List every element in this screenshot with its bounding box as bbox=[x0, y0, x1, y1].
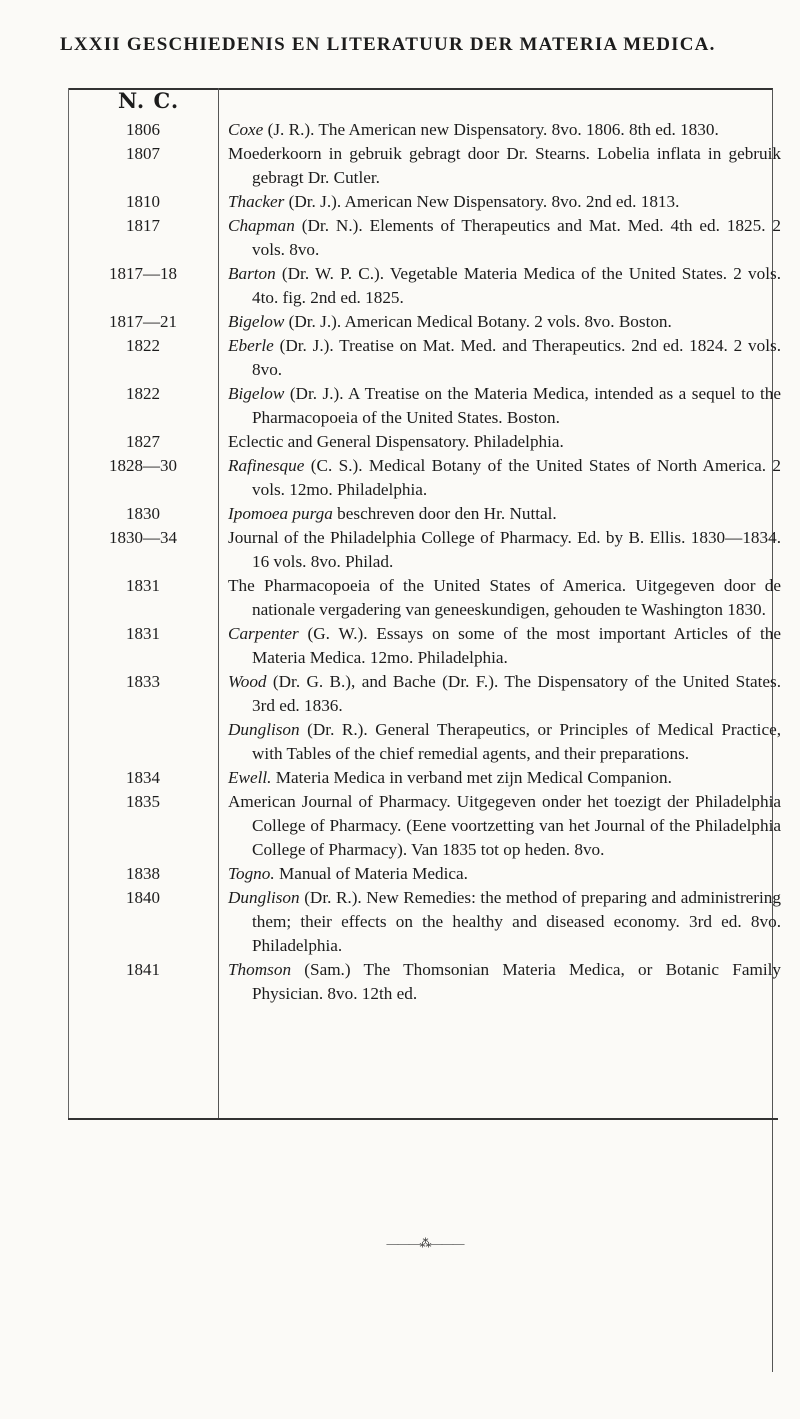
entry-text bbox=[228, 430, 781, 454]
entry-year: 1827 bbox=[126, 432, 160, 451]
entry-initials: (Sam.) bbox=[304, 960, 351, 979]
entry-text bbox=[228, 958, 781, 1006]
entry-author: Togno. bbox=[228, 864, 275, 883]
page-number: LXXII bbox=[60, 34, 121, 55]
entry-year: 1831 bbox=[126, 576, 160, 595]
table-row bbox=[0, 214, 800, 262]
entry-year: 1840 bbox=[126, 888, 160, 907]
table-row bbox=[0, 382, 800, 430]
entry-text bbox=[228, 214, 781, 262]
table-row bbox=[0, 718, 800, 766]
entry-description: The Thomsonian Materia Medica, or Botanic Family Physician. 8vo. 12th ed. bbox=[252, 960, 781, 1003]
entry-year: 1835 bbox=[126, 792, 160, 811]
entry-text bbox=[228, 142, 781, 190]
entry-author: Chapman bbox=[228, 216, 295, 235]
table-row bbox=[0, 334, 800, 382]
entry-year: 1810 bbox=[126, 192, 160, 211]
entry-author: Rafinesque bbox=[228, 456, 305, 475]
entry-text bbox=[228, 790, 781, 862]
bibliography-table bbox=[0, 118, 800, 1006]
table-row bbox=[0, 190, 800, 214]
entry-description: Journal of the Philadelphia College of Pharmacy. Ed. by B. Ellis. 1830—1834. 16 vols. 8vo. Philad. bbox=[228, 528, 781, 571]
entry-author: Thacker bbox=[228, 192, 285, 211]
entry-initials: (J. R.). bbox=[267, 120, 315, 139]
table-row bbox=[0, 766, 800, 790]
entry-author: Barton bbox=[228, 264, 276, 283]
entry-author: Wood bbox=[228, 672, 267, 691]
entry-author: Thomson bbox=[228, 960, 292, 979]
table-row bbox=[0, 502, 800, 526]
entry-year: 1822 bbox=[126, 336, 160, 355]
entry-year: 1817—18 bbox=[109, 264, 177, 283]
table-row bbox=[0, 526, 800, 574]
entry-text bbox=[228, 190, 781, 214]
entry-initials: (Dr. N.). bbox=[301, 216, 363, 235]
table-row bbox=[0, 670, 800, 718]
entry-description: Essays on some of the most important Articles of the Materia Medica. 12mo. Philadelphia. bbox=[252, 624, 782, 667]
entry-author: Coxe bbox=[228, 120, 264, 139]
entry-author: Dunglison bbox=[228, 888, 300, 907]
table-row bbox=[0, 622, 800, 670]
entry-description: American Medical Botany. 2 vols. 8vo. Boston. bbox=[344, 312, 672, 331]
entry-description: American Journal of Pharmacy. Uitgegeven onder het toezigt der Philadelphia College of Pharmacy. (Eene voortzetting van het Journal of the Philadelphia College of Pharmacy). Van 1835 tot op heden. 8vo. bbox=[228, 792, 781, 859]
entry-year: 1807 bbox=[126, 144, 160, 163]
entry-author: Bigelow bbox=[228, 384, 285, 403]
entry-text bbox=[228, 718, 781, 766]
table-row bbox=[0, 862, 800, 886]
entry-year: 1817—21 bbox=[109, 312, 177, 331]
tailpiece-ornament: ———⁂——— bbox=[386, 1236, 464, 1250]
entry-author: Ewell. bbox=[228, 768, 272, 787]
entry-text bbox=[228, 670, 781, 718]
entry-year: 1831 bbox=[126, 624, 160, 643]
entry-initials: (Dr. J.). bbox=[288, 312, 342, 331]
table-row bbox=[0, 262, 800, 310]
entry-description: Vegetable Materia Medica of the United States. 2 vols. 4to. fig. 2nd ed. 1825. bbox=[252, 264, 781, 307]
entry-description: The American new Dispensatory. 8vo. 1806. 8th ed. 1830. bbox=[318, 120, 719, 139]
entry-description: American New Dispensatory. 8vo. 2nd ed. 1813. bbox=[344, 192, 680, 211]
entry-text bbox=[228, 766, 781, 790]
entry-description: Elements of Therapeutics and Mat. Med. 4th ed. 1825. 2 vols. 8vo. bbox=[252, 216, 782, 259]
entry-description: New Remedies: the method of preparing and administrering them; their effects on the healthy and diseased economy. 3rd ed. 8vo. Philadelphia. bbox=[252, 888, 781, 955]
entry-year: 1838 bbox=[126, 864, 160, 883]
entry-description: The Pharmacopoeia of the United States of America. Uitgegeven door de nationale vergadering van geneeskundigen, gehouden te Washington 1830. bbox=[228, 576, 781, 619]
entry-text bbox=[228, 502, 781, 526]
table-row bbox=[0, 790, 800, 862]
entry-initials: (G. W.). bbox=[307, 624, 368, 643]
entry-initials: (Dr. R.). bbox=[304, 888, 362, 907]
entry-description: The Dispensatory of the United States. 3rd ed. 1836. bbox=[252, 672, 781, 715]
entry-initials: (Dr. R.). bbox=[307, 720, 368, 739]
entry-text bbox=[228, 886, 781, 958]
entry-description: beschreven door den Hr. Nuttal. bbox=[337, 504, 557, 523]
entry-initials: (Dr. J.). bbox=[288, 192, 342, 211]
entry-description: Materia Medica in verband met zijn Medical Companion. bbox=[275, 768, 672, 787]
entry-author: Eberle bbox=[228, 336, 274, 355]
entry-year: 1822 bbox=[126, 384, 160, 403]
table-row bbox=[0, 574, 800, 622]
entry-text bbox=[228, 118, 781, 142]
entry-text bbox=[228, 574, 781, 622]
entry-description: Moederkoorn in gebruik gebragt door Dr. Stearns. Lobelia inflata in gebruik gebragt Dr. Cutler. bbox=[228, 144, 781, 187]
entry-author: Ipomoea purga bbox=[228, 504, 333, 523]
entry-description: A Treatise on the Materia Medica, intended as a sequel to the Pharmacopoeia of the United States. Boston. bbox=[252, 384, 782, 427]
table-bottom-rule bbox=[68, 1118, 778, 1120]
table-row bbox=[0, 142, 800, 190]
entry-text bbox=[228, 622, 781, 670]
entry-description: General Therapeutics, or Principles of Medical Practice, with Tables of the chief remedial agents, and their preparations. bbox=[252, 720, 782, 763]
entry-year: 1828—30 bbox=[109, 456, 177, 475]
entry-initials: (C. S.). bbox=[310, 456, 363, 475]
entry-year: 1834 bbox=[126, 768, 160, 787]
entry-year: 1830 bbox=[126, 504, 160, 523]
running-title: GESCHIEDENIS EN LITERATUUR DER MATERIA MEDICA. bbox=[126, 34, 716, 55]
entry-description: Manual of Materia Medica. bbox=[278, 864, 468, 883]
entry-initials: (Dr. G. B.), and Bache (Dr. F.). bbox=[272, 672, 499, 691]
table-row bbox=[0, 118, 800, 142]
table-row bbox=[0, 454, 800, 502]
entry-description: Treatise on Mat. Med. and Therapeutics. 2nd ed. 1824. 2 vols. 8vo. bbox=[252, 336, 782, 379]
column-heading: N. C. bbox=[118, 88, 180, 113]
table-row bbox=[0, 958, 800, 1006]
entry-description: Eclectic and General Dispensatory. Philadelphia. bbox=[228, 432, 564, 451]
entry-text bbox=[228, 310, 781, 334]
entry-year: 1806 bbox=[126, 120, 160, 139]
entry-text bbox=[228, 334, 781, 382]
entry-year: 1833 bbox=[126, 672, 160, 691]
entry-author: Bigelow bbox=[228, 312, 285, 331]
entry-text bbox=[228, 526, 781, 574]
entry-text bbox=[228, 262, 781, 310]
running-head bbox=[60, 34, 760, 56]
entry-text bbox=[228, 382, 781, 430]
entry-initials: (Dr. W. P. C.). bbox=[281, 264, 385, 283]
entry-author: Carpenter bbox=[228, 624, 299, 643]
table-row bbox=[0, 310, 800, 334]
table-row bbox=[0, 886, 800, 958]
entry-text bbox=[228, 862, 781, 886]
entry-author: Dunglison bbox=[228, 720, 300, 739]
entry-year: 1841 bbox=[126, 960, 160, 979]
entry-initials: (Dr. J.). bbox=[279, 336, 334, 355]
entry-year: 1817 bbox=[126, 216, 160, 235]
table-row bbox=[0, 430, 800, 454]
entry-description: Medical Botany of the United States of North America. 2 vols. 12mo. Philadelphia. bbox=[252, 456, 781, 499]
entry-text bbox=[228, 454, 781, 502]
entry-year: 1830—34 bbox=[109, 528, 177, 547]
entry-initials: (Dr. J.). bbox=[289, 384, 344, 403]
